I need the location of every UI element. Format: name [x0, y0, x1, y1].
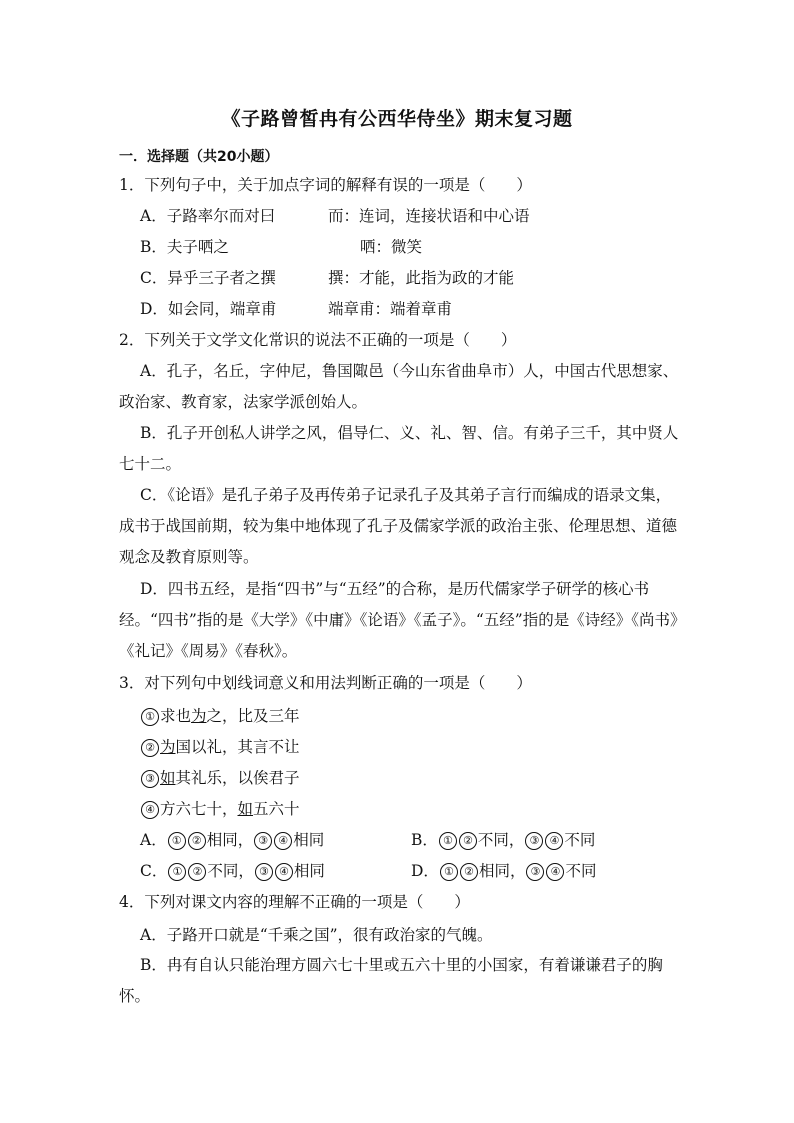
underlined-word: 为 [191, 707, 207, 725]
option-text: 相同， [478, 862, 526, 880]
q1-option-d: D．如会同，端章甫 [140, 300, 277, 318]
question-1-stem: 1．下列句子中，关于加点字词的解释有误的一项是（ ） [119, 176, 532, 194]
circled-number-3: ③ [254, 832, 272, 850]
q1-option-a-note: 而：连词，连接状语和中心语 [328, 207, 530, 225]
q2-option-c: C．《论语》是孔子弟子及再传弟子记录孔子及其弟子言行而编成的语录文集，成书于战国前期，较为集中地体现了孔子及儒家学派的政治主张、伦理思想、道德观念及教育原则等。 [119, 486, 678, 566]
q1-option-a: A．子路率尔而对曰 [140, 207, 276, 225]
circled-number-2: ② [188, 832, 206, 850]
question-3-stem: 3．对下列句中划线词意义和用法判断正确的一项是（ ） [119, 674, 532, 692]
q1-option-b-note: 哂：微笑 [360, 238, 423, 256]
option-label: D． [411, 862, 439, 880]
circled-number-3: ③ [525, 832, 543, 850]
sentence-text: 其礼乐，以俟君子 [175, 769, 300, 787]
circled-number-2: ② [459, 832, 477, 850]
option-text: 不同， [477, 831, 525, 849]
q1-option-c: C．异乎三子者之撰 [140, 269, 276, 287]
q2-option-b: B．孔子开创私人讲学之风，倡导仁、义、礼、智、信。有弟子三千，其中贤人七十二。 [119, 424, 679, 473]
option-text: 相同 [293, 831, 325, 849]
document-title: 《子路曾皙冉有公西华侍坐》期末复习题 [221, 108, 573, 130]
circled-number-4: ④ [141, 801, 159, 819]
q1-option-c-note: 撰：才能，此指为政的才能 [328, 269, 515, 287]
circled-number-1: ① [168, 863, 186, 881]
question-2-stem: 2．下列关于文学文化常识的说法不正确的一项是（ ） [119, 331, 517, 349]
circled-number-2: ② [188, 863, 206, 881]
q3-sentence-2 [140, 737, 300, 757]
q3-option-c [140, 861, 325, 881]
circled-number-3: ③ [526, 863, 544, 881]
q3-option-b [411, 830, 595, 850]
sentence-text: 之，比及三年 [206, 707, 300, 725]
q3-option-a [140, 830, 324, 850]
circled-number-4: ④ [274, 832, 292, 850]
circled-number-4: ④ [275, 863, 293, 881]
sentence-text: 求也 [160, 707, 192, 725]
sentence-text: 五六十 [253, 800, 300, 818]
circled-number-4: ④ [545, 832, 563, 850]
q3-sentence-3 [140, 768, 300, 788]
option-text: 不同 [564, 831, 596, 849]
option-text: 相同， [206, 831, 254, 849]
q2-option-a: A．孔子，名丘，字仲尼，鲁国陬邑（今山东省曲阜市）人，中国古代思想家、政治家、教育家，法家学派创始人。 [119, 362, 679, 411]
option-label: C． [140, 862, 168, 880]
circled-number-1: ① [439, 832, 457, 850]
q3-option-d [411, 861, 596, 881]
circled-number-1: ① [168, 832, 186, 850]
question-4-stem: 4．下列对课文内容的理解不正确的一项是（ ） [119, 893, 470, 911]
circled-number-4: ④ [546, 863, 564, 881]
underlined-word: 为 [160, 738, 176, 756]
q3-sentence-1 [140, 706, 300, 726]
q1-option-b: B．夫子哂之 [140, 238, 229, 256]
option-text: 不同， [207, 862, 254, 880]
option-label: A． [140, 831, 167, 849]
option-text: 相同 [293, 862, 325, 880]
option-text: 不同 [565, 862, 597, 880]
option-label: B． [411, 831, 438, 849]
q4-option-a: A．子路开口就是“千乘之国”，很有政治家的气魄。 [140, 926, 493, 944]
circled-number-1: ① [141, 708, 159, 726]
circled-number-2: ② [141, 739, 159, 757]
q2-option-d: D．四书五经，是指“四书”与“五经”的合称，是历代儒家学子研学的核心书经。“四书”指的是《大学》《中庸》《论语》《孟子》。“五经”指的是《诗经》《尚书》《礼记》《周易》《春秋》。 [119, 580, 678, 660]
sentence-text: 国以礼，其言不让 [175, 738, 300, 756]
circled-number-1: ① [440, 863, 458, 881]
q3-sentence-4 [140, 799, 300, 819]
underlined-word: 如 [237, 800, 254, 818]
sentence-text: 方六七十， [160, 800, 238, 818]
circled-number-3: ③ [255, 863, 273, 881]
q4-option-b: B．冉有自认只能治理方圆六七十里或五六十里的小国家，有着谦谦君子的胸怀。 [119, 956, 663, 1005]
circled-number-2: ② [460, 863, 478, 881]
circled-number-3: ③ [141, 770, 159, 788]
q1-option-d-note: 端章甫：端着章甫 [328, 300, 453, 318]
section-heading: 一．选择题（共20小题） [119, 149, 279, 165]
underlined-word: 如 [160, 769, 176, 787]
